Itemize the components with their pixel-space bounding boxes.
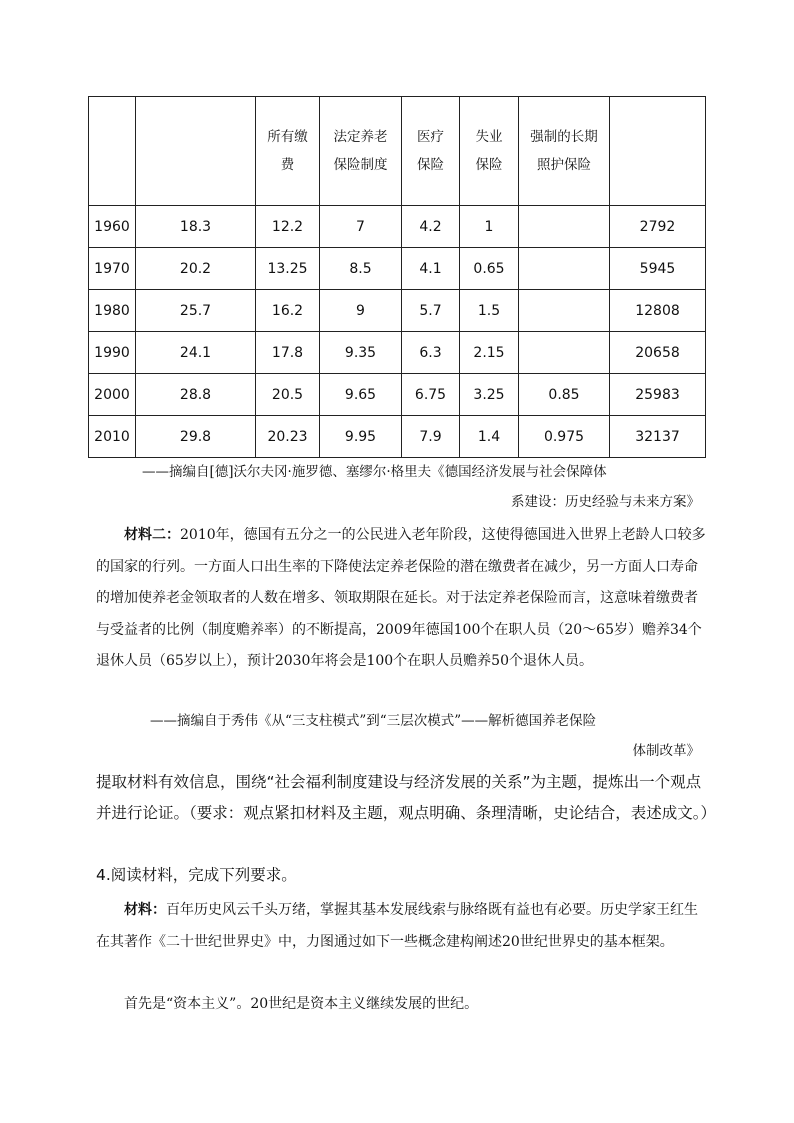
source-2-line-1: ——摘编自于秀伟《从“三支柱模式”到“三层次模式”——解析德国养老保险 [150,713,597,729]
cell: 9.65 [320,374,402,416]
source-2-line-2: 体制改革》 [632,743,700,759]
cell: 4.2 [402,206,460,248]
cell: 17.8 [256,332,320,374]
material-2-label: 材料二： [124,527,180,543]
cell: 6.75 [402,374,460,416]
material-label: 材料： [124,902,166,918]
cell: 9 [320,290,402,332]
material-paragraph [96,895,708,958]
cell: 32137 [610,416,706,458]
cell: 12808 [610,290,706,332]
cell: 2792 [610,206,706,248]
table-row [89,416,706,458]
cell: 29.8 [136,416,256,458]
cell: 1.4 [460,416,519,458]
cell: 3.25 [460,374,519,416]
cell: 9.35 [320,332,402,374]
cell: 1990 [89,332,136,374]
cell [519,248,610,290]
table-header-row [89,97,706,206]
cell: 2010 [89,416,136,458]
cell: 7.9 [402,416,460,458]
cell: 8.5 [320,248,402,290]
cell: 1.5 [460,290,519,332]
header-cell: 法定养老保险制度 [320,97,402,206]
cell: 4.1 [402,248,460,290]
cell: 7 [320,206,402,248]
cell [519,332,610,374]
cell: 25.7 [136,290,256,332]
table-row [89,332,706,374]
header-cell [89,97,136,206]
cell: 16.2 [256,290,320,332]
header-cell [610,97,706,206]
cell: 1960 [89,206,136,248]
cell: 0.975 [519,416,610,458]
table-row [89,248,706,290]
cell: 5945 [610,248,706,290]
cell [519,206,610,248]
cell: 1980 [89,290,136,332]
cell: 28.8 [136,374,256,416]
data-table [88,96,706,458]
source-1-line-2: 系建设：历史经验与未来方案》 [511,494,700,510]
header-cell: 所有缴费 [256,97,320,206]
cell: 24.1 [136,332,256,374]
question-4-heading: 4.阅读材料，完成下列要求。 [96,866,297,884]
header-cell: 失业保险 [460,97,519,206]
table-row [89,290,706,332]
cell: 12.2 [256,206,320,248]
cell: 18.3 [136,206,256,248]
header-cell [136,97,256,206]
cell: 13.25 [256,248,320,290]
cell: 2000 [89,374,136,416]
cell: 2.15 [460,332,519,374]
material-2-paragraph [96,520,708,678]
cell: 1 [460,206,519,248]
material-2-text: 2010年，德国有五分之一的公民进入老年阶段，这使得德国进入世界上老龄人口较多的国家的行列。一方面人口出生率的下降使法定养老保险的潜在缴费者在减少，另一方面人口寿命的增加使养老金领取者的人数在增多、领取期限在延长。对于法定养老保险而言，这意味着缴费者与受益者的比例（制度赡养率）的不断提高，2009年德国100个在职人员（20～65岁）赡养34个退休人员（65岁以上），预计2030年将会是100个在职人员赡养50个退休人员。 [96,527,706,669]
cell: 25983 [610,374,706,416]
table-row [89,374,706,416]
question-prompt: 提取材料有效信息，围绕“社会福利制度建设与经济发展的关系”为主题，提炼出一个观点并进行论证。（要求：观点紧扣材料及主题，观点明确、条理清晰，史论结合，表述成文。） [96,773,717,822]
cell: 20.23 [256,416,320,458]
material-text: 百年历史风云千头万绪，掌握其基本发展线索与脉络既有益也有必要。历史学家王红生在其著作《二十世纪世界史》中，力图通过如下一些概念建构阐述20世纪世界史的基本框架。 [96,902,698,950]
cell: 20658 [610,332,706,374]
cell: 0.65 [460,248,519,290]
cell: 6.3 [402,332,460,374]
source-1-line-1: ——摘编自[德]沃尔夫冈·施罗德、塞缪尔·格里夫《德国经济发展与社会保障体 [142,464,607,480]
cell: 5.7 [402,290,460,332]
cell: 1970 [89,248,136,290]
cell: 9.95 [320,416,402,458]
first-concept-paragraph: 首先是“资本主义”。20世纪是资本主义继续发展的世纪。 [124,996,479,1012]
cell [519,290,610,332]
cell: 20.5 [256,374,320,416]
table-row [89,206,706,248]
cell: 0.85 [519,374,610,416]
header-cell: 强制的长期照护保险 [519,97,610,206]
cell: 20.2 [136,248,256,290]
header-cell: 医疗保险 [402,97,460,206]
